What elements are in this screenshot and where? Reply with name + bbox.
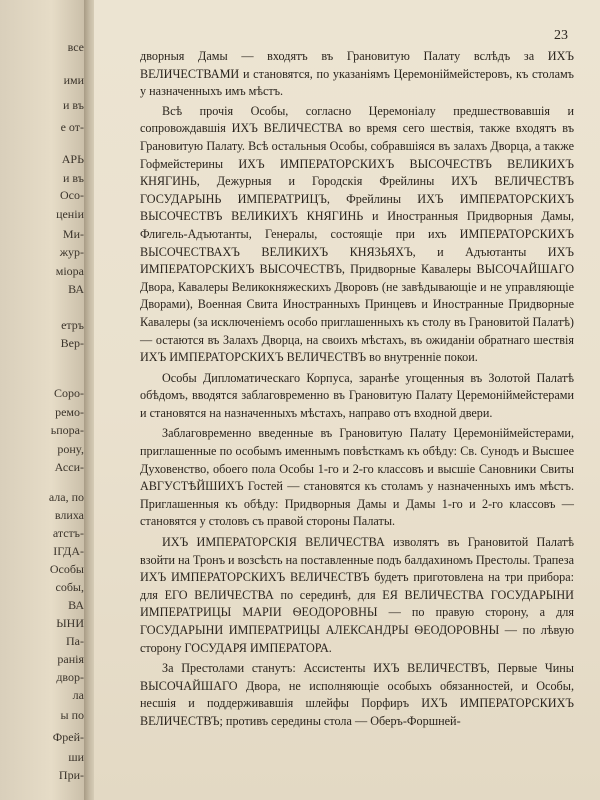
left-page-fragment: Асси- bbox=[54, 460, 84, 474]
left-page-fragment: ы по bbox=[60, 708, 84, 722]
left-page-fragment: ронy, bbox=[57, 442, 84, 456]
left-page-fragment: Па- bbox=[66, 634, 84, 648]
left-page-edge bbox=[0, 0, 86, 800]
left-page-fragment: Фрей- bbox=[52, 730, 84, 744]
left-page-fragment: Особы bbox=[49, 562, 84, 576]
left-page-fragment: жур- bbox=[59, 245, 84, 259]
left-page-fragment: ьпора- bbox=[50, 423, 84, 437]
left-page-fragment: и въ bbox=[63, 171, 84, 185]
paragraph: Всѣ прочія Особы, согласно Церемоніалу предшествовавшія и сопровождавшія ИХЪ ВЕЛИЧЕСТВА во время сего шествія, также входятъ въ Грановитую Палату. Всѣ остальныя Особы, собравшіяся въ залахъ Дворца, а также Гофмейстерины ИХЪ ИМПЕРАТОРСКИХЪ ВЫСОЧЕСТВЪ ВЕЛИКИХЪ КНЯГИНЬ, Дежурныя и Городскія Фрейлины ИХЪ ВЕЛИЧЕСТВЪ ГОСУДАРЫНЬ ИМПЕРАТРИЦЪ, Фрейлины ИХЪ ИМПЕРАТОРСКИХЪ ВЫСОЧЕСТВЪ ВЕЛИКИХЪ КНЯГИНЬ и Иностранныя Придворныя Дамы, Флигель-Адъютанты, Генералы, состоящіе при ихъ ИМПЕРАТОРСКИХЪ ВЫСОЧЕСТВАХЪ ВЕЛИКИХЪ КНЯЗЬЯХЪ, и Адъютанты ИХЪ ИМПЕРАТОРСКИХЪ ВЫСОЧЕСТВЪ, Придворные Кавалеры ВЫСОЧАЙШАГО Двора, Кавалеры Великокняжескихъ Дворовъ (не завѣдывающіе и не управляющіе Дворами), Военная Свита Иностранныхъ Принцевъ и Иностранные Придворные Кавалеры (за исключеніемъ особо приглашенныхъ къ столу въ Грановитой Палатѣ) — остаются въ Залахъ Дворца, на своихъ мѣстахъ, въ ожиданіи обратнаго шествія ИХЪ ИМПЕРАТОРСКИХЪ ВЕЛИЧЕСТВЪ во внутренніе покои. bbox=[140, 103, 574, 365]
left-page-fragment: ремо- bbox=[55, 405, 84, 419]
left-page-fragment: Соро- bbox=[54, 386, 84, 400]
left-page-fragment: ала, по bbox=[48, 490, 84, 504]
left-page-fragment: ВА bbox=[68, 598, 84, 612]
left-page-fragment: етръ bbox=[61, 318, 84, 332]
left-page-fragment: АРЬ bbox=[61, 152, 84, 166]
left-page-fragment: атстъ- bbox=[52, 526, 84, 540]
left-page-fragment: ценіи bbox=[56, 207, 84, 221]
left-page-fragment: е от- bbox=[60, 120, 84, 134]
left-page-fragment: ла bbox=[72, 688, 84, 702]
left-page-fragment: ранія bbox=[57, 652, 84, 666]
left-page-fragment: ІГДА- bbox=[53, 544, 84, 558]
left-page-fragment: ВА bbox=[68, 282, 84, 296]
left-page-fragment: все bbox=[67, 40, 84, 54]
book-page bbox=[94, 0, 600, 800]
left-page-fragment: ими bbox=[63, 73, 84, 87]
left-page-fragment: При- bbox=[58, 768, 84, 782]
left-page-fragment: и въ bbox=[63, 98, 84, 112]
left-page-fragment: Ми- bbox=[62, 227, 84, 241]
left-page-fragment: ши bbox=[68, 750, 84, 764]
paragraph: Заблаговременно введенные въ Грановитую Палату Церемоніймейстерами, приглашенные по особымъ именнымъ повѣсткамъ къ обѣду: Св. Сунодъ и Высшее Духовенство, обоего пола Особы 1-го и 2-го классовъ и высшіе Сановники Свиты АВГУСТѢЙШИХЪ Гостей — становятся къ столамъ у назначенныхъ имъ мѣстъ. Приглашенныя къ обѣду: Придворныя Дамы и Дамы 1-го и 2-го классовъ — становятся у столовъ съ правой стороны Палаты. bbox=[140, 426, 574, 529]
paragraph: Особы Дипломатическаго Корпуса, заранѣе угощенныя въ Золотой Палатѣ обѣдомъ, вводятся заблаговременно въ Грановитую Палату Церемоніймейстерами и становятся на назначенныхъ мѣстахъ, направо отъ входной двери. bbox=[140, 370, 574, 420]
left-page-fragment: міора bbox=[55, 264, 84, 278]
paragraph: дворныя Дамы — входятъ въ Грановитую Палату вслѣдъ за ИХЪ ВЕЛИЧЕСТВАМИ и становятся, по указаніямъ Церемоніймейстеровъ, къ столамъ у назначенныхъ имъ мѣстъ. bbox=[140, 49, 574, 99]
paragraph: За Престолами станутъ: Ассистенты ИХЪ ВЕЛИЧЕСТВЪ, Первые Чины ВЫСОЧАЙШАГО Двора, не исполняющіе особыхъ обязанностей, и Особы, несшія и поддерживавшія шлейфы Порфиръ ИХЪ ИМПЕРАТОРСКИХЪ ВЕЛИЧЕСТВЪ; противъ середины стола — Оберъ-Форшней- bbox=[140, 661, 574, 728]
left-page-fragment: собы, bbox=[55, 580, 84, 594]
left-page-fragment: ЫНИ bbox=[56, 616, 84, 630]
paragraph: ИХЪ ИМПЕРАТОРСКІЯ ВЕЛИЧЕСТВА изволятъ въ Грановитой Палатѣ взойти на Тронъ и возсѣсть на поставленные подъ балдахиномъ Престолы. Трапеза ИХЪ ИМПЕРАТОРСКИХЪ ВЕЛИЧЕСТВЪ будетъ приготовлена на три прибора: для ЕГО ВЕЛИЧЕСТВА по серединѣ, для ЕЯ ВЕЛИЧЕСТВА ГОСУДАРЫНИ ИМПЕРАТРИЦЫ МАРІИ ѲЕОДОРОВНЫ — по правую сторону, а для ГОСУДАРЫНИ ИМПЕРАТРИЦЫ АЛЕКСАНДРЫ ѲЕОДОРОВНЫ — по лѣвую сторону ГОСУДАРЯ ИМПЕРАТОРА. bbox=[140, 535, 574, 655]
left-page-fragment: двор- bbox=[56, 670, 84, 684]
left-page-fragment: Осо- bbox=[60, 188, 84, 202]
text-column bbox=[140, 48, 574, 733]
page-number: 23 bbox=[554, 28, 568, 43]
left-page-fragment: влиха bbox=[54, 508, 84, 522]
left-page-fragment: Вер- bbox=[60, 336, 84, 350]
